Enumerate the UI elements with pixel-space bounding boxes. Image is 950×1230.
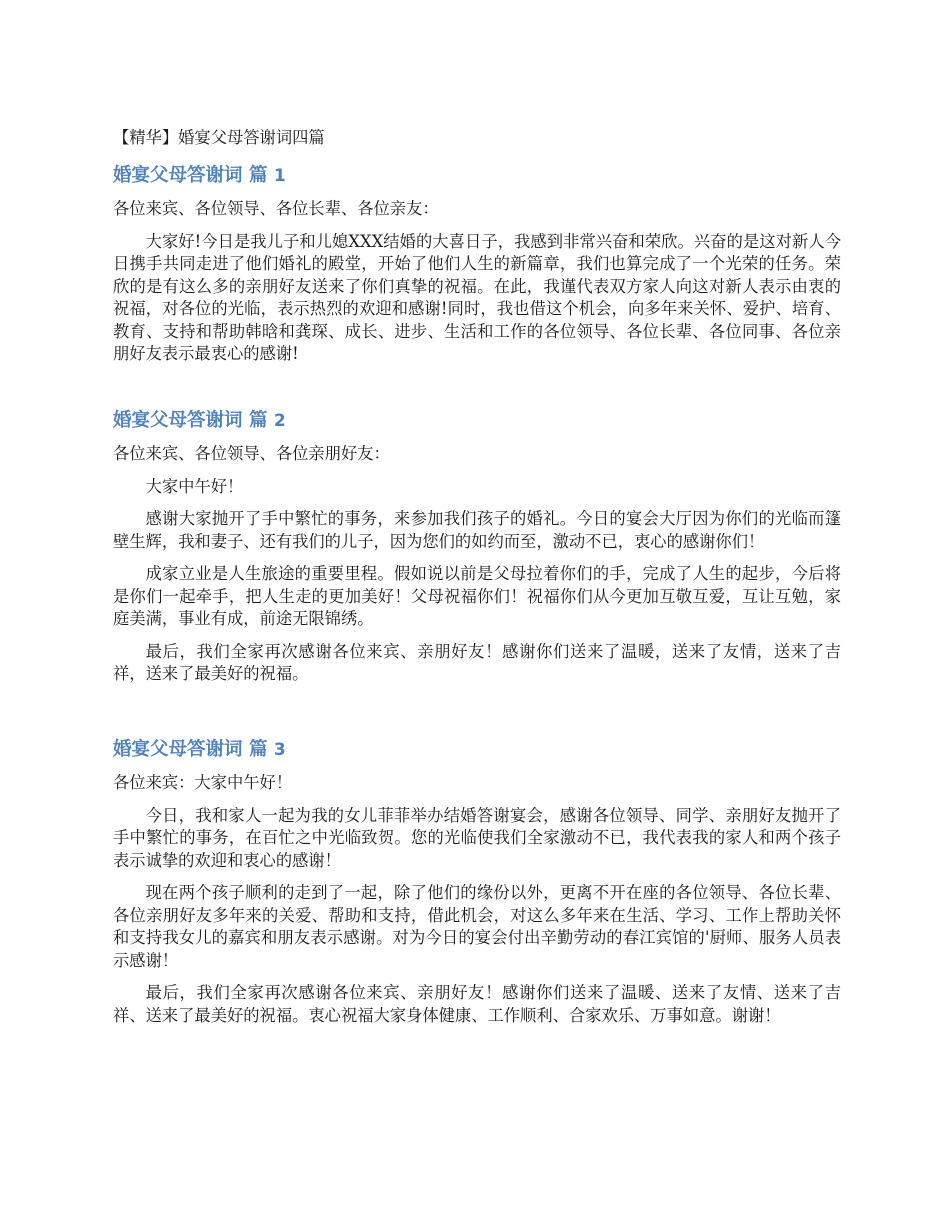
section-number: 1 [273, 166, 286, 186]
section-2 [113, 409, 841, 696]
section-heading-text: 婚宴父母答谢词 篇 [113, 165, 268, 186]
document-title: 【精华】婚宴父母答谢词四篇 [113, 128, 325, 147]
section-1 [113, 164, 841, 376]
salutation: 各位来宾：大家中午好！ [113, 773, 293, 792]
section-number: 3 [273, 740, 286, 760]
paragraph: 大家好!今日是我儿子和儿媳XXX结婚的大喜日子，我感到非常兴奋和荣欣。兴奋的是这对新人今日携手共同走进了他们婚礼的殿堂，开始了他们人生的新篇章，我们也算完成了一个光荣的任务。荣欣的是有这么多的亲朋好友送来了你们真挚的祝福。在此，我谨代表双方家人向这对新人表示由衷的祝福，对各位的光临，表示热烈的欢迎和感谢!同时，我也借这个机会，向多年来关怀、爱护、培育、教育、支持和帮助韩晗和龚琛、成长、进步、生活和工作的各位领导、各位长辈、各位同事、各位亲朋好友表示最衷心的感谢! [113, 231, 841, 363]
section-heading [113, 409, 841, 433]
section-heading-text: 婚宴父母答谢词 篇 [113, 410, 268, 431]
paragraph: 现在两个孩子顺利的走到了一起，除了他们的缘份以外，更离不开在座的各位领导、各位长辈、各位亲朋好友多年来的关爱、帮助和支持，借此机会，对这么多年来在生活、学习、工作上帮助关怀和支持我女儿的嘉宾和朋友表示感谢。对为今日的宴会付出辛勤劳动的春江宾馆的'厨师、服务人员表示感谢！ [113, 883, 841, 970]
paragraph: 今日，我和家人一起为我的女儿菲菲举办结婚答谢宴会，感谢各位领导、同学、亲朋好友抛开了手中繁忙的事务，在百忙之中光临致贺。您的光临使我们全家激动不已，我代表我的家人和两个孩子表示诚挚的欢迎和衷心的感谢！ [113, 805, 841, 870]
paragraph: 成家立业是人生旅途的重要里程。假如说以前是父母拉着你们的手，完成了人生的起步，今后将是你们一起牵手，把人生走的更加美好！父母祝福你们！祝福你们从今更加互敬互爱，互让互勉，家庭美满，事业有成，前途无限锦绣。 [113, 564, 841, 628]
paragraph: 最后，我们全家再次感谢各位来宾、亲朋好友！感谢你们送来了温暖、送来了友情、送来了吉祥、送来了最美好的祝福。衷心祝福大家身体健康、工作顺利、合家欢乐、万事如意。谢谢！ [113, 983, 841, 1025]
paragraph: 感谢大家抛开了手中繁忙的事务，来参加我们孩子的婚礼。今日的宴会大厅因为你们的光临而篷壁生辉，我和妻子、还有我们的儿子，因为您们的如约而至，激动不已，衷心的感谢你们！ [113, 509, 841, 551]
section-heading [113, 738, 841, 762]
section-number: 2 [273, 411, 286, 431]
salutation: 各位来宾、各位领导、各位长辈、各位亲友： [113, 199, 439, 218]
paragraph: 大家中午好！ [145, 476, 244, 496]
section-heading [113, 164, 841, 188]
salutation: 各位来宾、各位领导、各位亲朋好友： [113, 444, 390, 463]
section-heading-text: 婚宴父母答谢词 篇 [113, 739, 268, 760]
section-3 [113, 738, 841, 1037]
paragraph: 最后，我们全家再次感谢各位来宾、亲朋好友！感谢你们送来了温暖，送来了友情，送来了吉祥，送来了最美好的祝福。 [113, 641, 841, 683]
